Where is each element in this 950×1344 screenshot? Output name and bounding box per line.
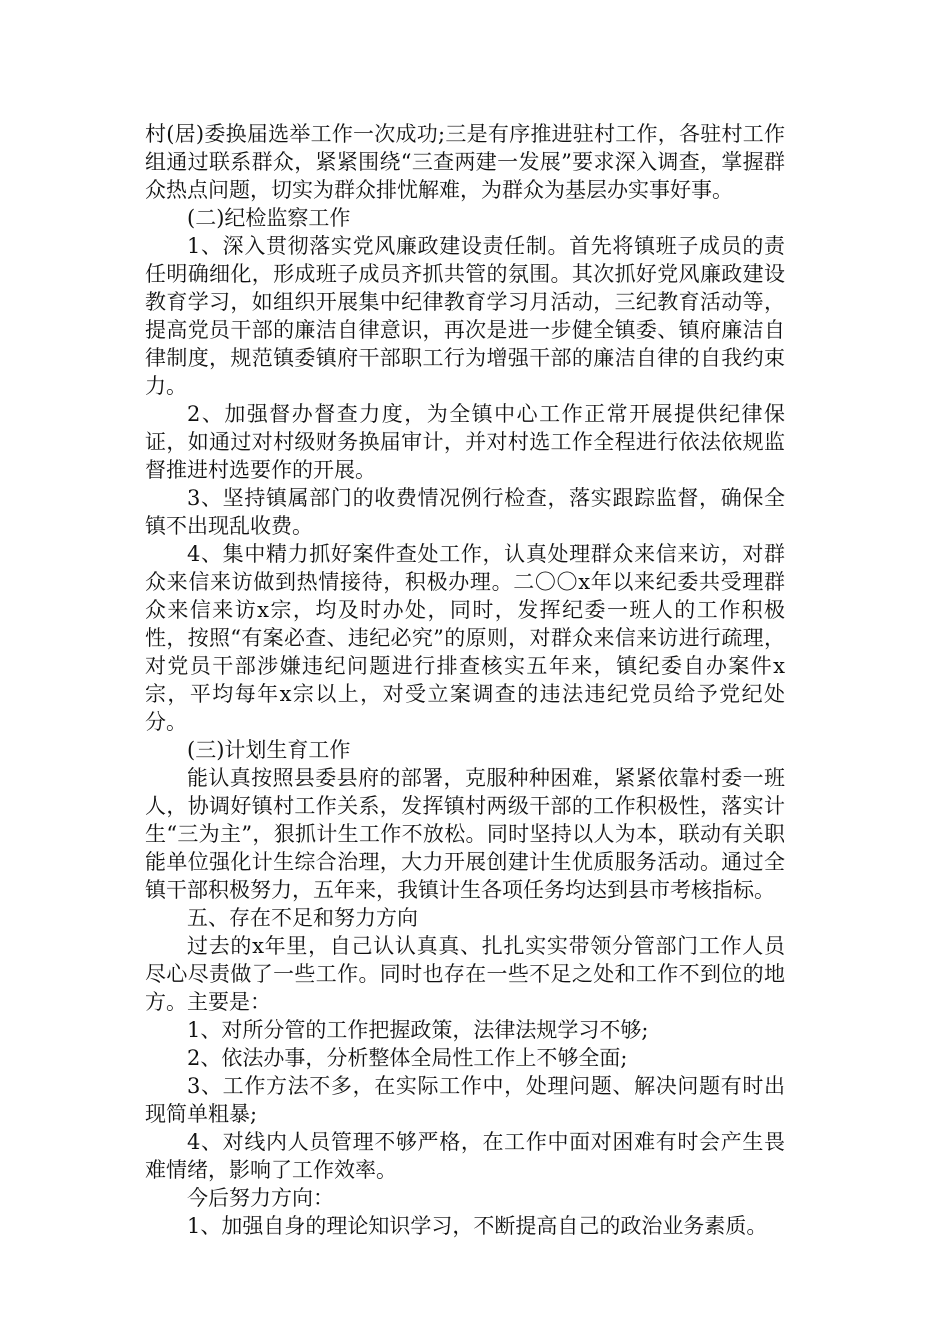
paragraph-shortcomings-intro: 过去的x年里，自己认认真真、扎扎实实带领分管部门工作人员尽心尽责做了一些工作。同时也存在一些不足之处和工作不到位的地方。主要是： (145, 934, 785, 1014)
list-item-shortcoming-1: 1、对所分管的工作把握政策，法律法规学习不够; (187, 1018, 649, 1042)
paragraph-anti-corruption-responsibility: 1、深入贯彻落实党风廉政建设责任制。首先将镇班子成员的责任明确细化，形成班子成员齐抓共管的氛围。其次抓好党风廉政建设教育学习，如组织开展集中纪律教育学习月活动，三纪教育活动等，提高党员干部的廉洁自律意识，再次是进一步健全镇委、镇府廉洁自律制度，规范镇委镇府干部职工行为增强干部的廉洁自律的自我约束力。 (145, 234, 785, 398)
heading-discipline-inspection: (二)纪检监察工作 (187, 206, 351, 230)
heading-shortcomings: 五、存在不足和努力方向 (187, 906, 418, 930)
paragraph-case-handling: 4、集中精力抓好案件查处工作，认真处理群众来信来访，对群众来信来访做到热情接待，积极办理。二〇〇x年以来纪委共受理群众来信来访x宗，均及时办处，同时，发挥纪委一班人的工作积极性，按照“有案必查、违纪必究”的原则，对群众来信来访进行疏理，对党员干部涉嫌违纪问题进行排查核实五年来，镇纪委自办案件x宗，平均每年x宗以上，对受立案调查的违法违纪党员给予党纪处分。 (145, 542, 785, 734)
document-body (145, 120, 785, 1240)
paragraph-family-planning: 能认真按照县委县府的部署，克服种种困难，紧紧依靠村委一班人，协调好镇村工作关系，发挥镇村两级干部的工作积极性，落实计生“三为主”，狠抓计生工作不放松。同时坚持以人为本，联动有关职能单位强化计生综合治理，大力开展创建计生优质服务活动。通过全镇干部积极努力，五年来，我镇计生各项任务均达到县市考核指标。 (145, 766, 785, 902)
list-item-direction-1: 1、加强自身的理论知识学习，不断提高自己的政治业务素质。 (187, 1214, 768, 1238)
paragraph-election-continuation: 村(居)委换届选举工作一次成功;三是有序推进驻村工作，各驻村工作组通过联系群众，紧紧围绕“三查两建一发展”要求深入调查，掌握群众热点问题，切实为群众排忧解难，为群众为基层办实事好事。 (145, 122, 785, 202)
paragraph-fee-inspection: 3、坚持镇属部门的收费情况例行检查，落实跟踪监督，确保全镇不出现乱收费。 (145, 486, 785, 538)
list-item-shortcoming-2: 2、依法办事，分析整体全局性工作上不够全面; (187, 1046, 628, 1070)
list-item-shortcoming-4: 4、对线内人员管理不够严格，在工作中面对困难有时会产生畏难情绪，影响了工作效率。 (145, 1130, 785, 1182)
paragraph-supervision-strength: 2、加强督办督查力度，为全镇中心工作正常开展提供纪律保证，如通过对村级财务换届审计，并对村选工作全程进行依法依规监督推进村选要作的开展。 (145, 402, 785, 482)
heading-family-planning: (三)计划生育工作 (187, 738, 351, 762)
list-item-shortcoming-3: 3、工作方法不多，在实际工作中，处理问题、解决问题有时出现简单粗暴; (145, 1074, 785, 1126)
heading-future-direction: 今后努力方向： (187, 1186, 334, 1210)
